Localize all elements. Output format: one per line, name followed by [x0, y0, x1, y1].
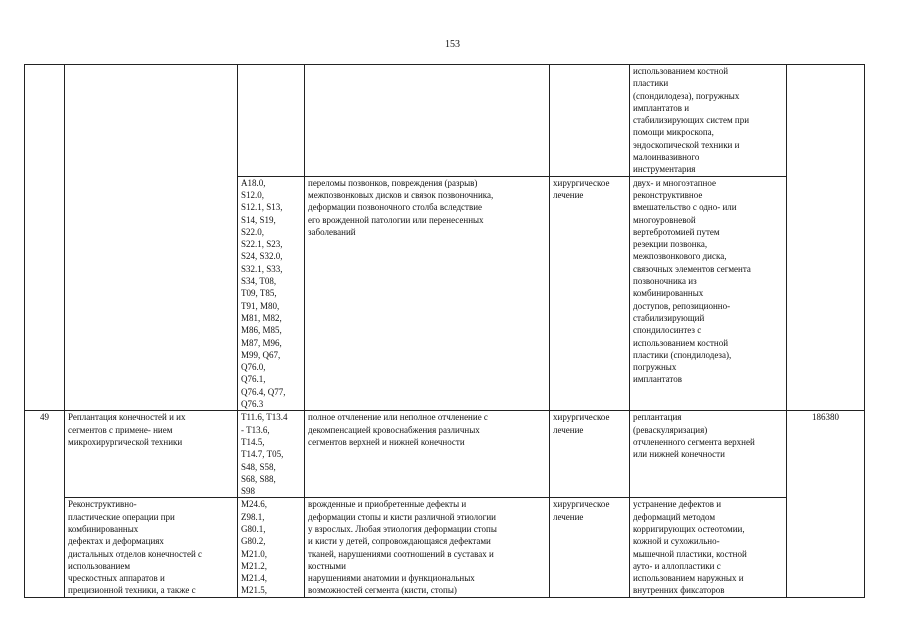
treatment-type-cell	[550, 65, 630, 177]
table-row	[25, 411, 865, 498]
treatment-method-cell: двух- и многоэтапное реконструктивное вмешательство с одно- или многоуровневой вертебротомией путем резекции позвонка, межпозвонкового диска, связочных элементов сегмента позвоночника из комбинированных доступов, репозиционно- стабилизирующий спондилосинтез с использованием костной пластики (спондилодеза), погружных имплантатов	[630, 176, 787, 411]
row-number-cell	[25, 65, 65, 411]
medical-care-table	[24, 64, 865, 598]
page-number: 153	[445, 39, 460, 50]
icd-codes-cell	[238, 65, 305, 177]
diagnosis-cell	[305, 65, 550, 177]
treatment-method-cell: использованием костной пластики (спондилодеза), погружных имплантатов и стабилизирующих систем при помощи микроскопа, эндоскопической техники и малоинвазивного инструментария	[630, 65, 787, 177]
table-row	[25, 498, 865, 597]
treatment-type-cell: хирургическое лечение	[550, 411, 630, 498]
care-type-cell	[65, 65, 238, 411]
treatment-method-cell: устранение дефектов и деформаций методом корригирующих остеотомии, кожной и сухожильно- мышечной пластики, костной ауто- и аллопластики с использованием наружных и внутренних фиксаторов	[630, 498, 787, 597]
treatment-type-cell: хирургическое лечение	[550, 176, 630, 411]
icd-codes-cell: A18.0, S12.0, S12.1, S13, S14, S19, S22.0, S22.1, S23, S24, S32.0, S32.1, S33, S34, T08, T09, T85, T91, M80, M81, M82, M86, M85, M87, M96, M99, Q67, Q76.0, Q76.1, Q76.4, Q77, Q76.3	[238, 176, 305, 411]
icd-codes-cell: M24.6, Z98.1, G80.1, G80.2, M21.0, M21.2, M21.4, M21.5,	[238, 498, 305, 597]
cost-cell: 186380	[787, 411, 865, 597]
row-number-cell: 49	[25, 411, 65, 597]
diagnosis-cell: полное отчленение или неполное отчленение с декомпенсацией кровоснабжения различных сегментов верхней и нижней конечности	[305, 411, 550, 498]
diagnosis-cell: врожденные и приобретенные дефекты и деформации стопы и кисти различной этиологии у взрослых. Любая этиология деформации стопы и кисти у детей, сопровождающаяся дефектами тканей, нарушениями соотношений в суставах и костными нарушениями анатомии и функциональных возможностей сегмента (кисти, стопы)	[305, 498, 550, 597]
cost-cell	[787, 65, 865, 411]
care-type-cell: Реконструктивно- пластические операции при комбинированных дефектах и деформациях дистальных отделов конечностей с использованием чрескостных аппаратов и прецизионной техники, а также с	[65, 498, 238, 597]
diagnosis-cell: переломы позвонков, повреждения (разрыв) межпозвонковых дисков и связок позвоночника, деформации позвоночного столба вследствие его врожденной патологии или перенесенных заболеваний	[305, 176, 550, 411]
table-row	[25, 65, 865, 177]
icd-codes-cell: T11.6, T13.4 - T13.6, T14.5, T14.7, T05, S48, S58, S68, S88, S98	[238, 411, 305, 498]
treatment-method-cell: реплантация (реваскуляризация) отчлененного сегмента верхней или нижней конечности	[630, 411, 787, 498]
care-type-cell: Реплантация конечностей и их сегментов с примене- нием микрохирургической техники	[65, 411, 238, 498]
treatment-type-cell: хирургическое лечение	[550, 498, 630, 597]
